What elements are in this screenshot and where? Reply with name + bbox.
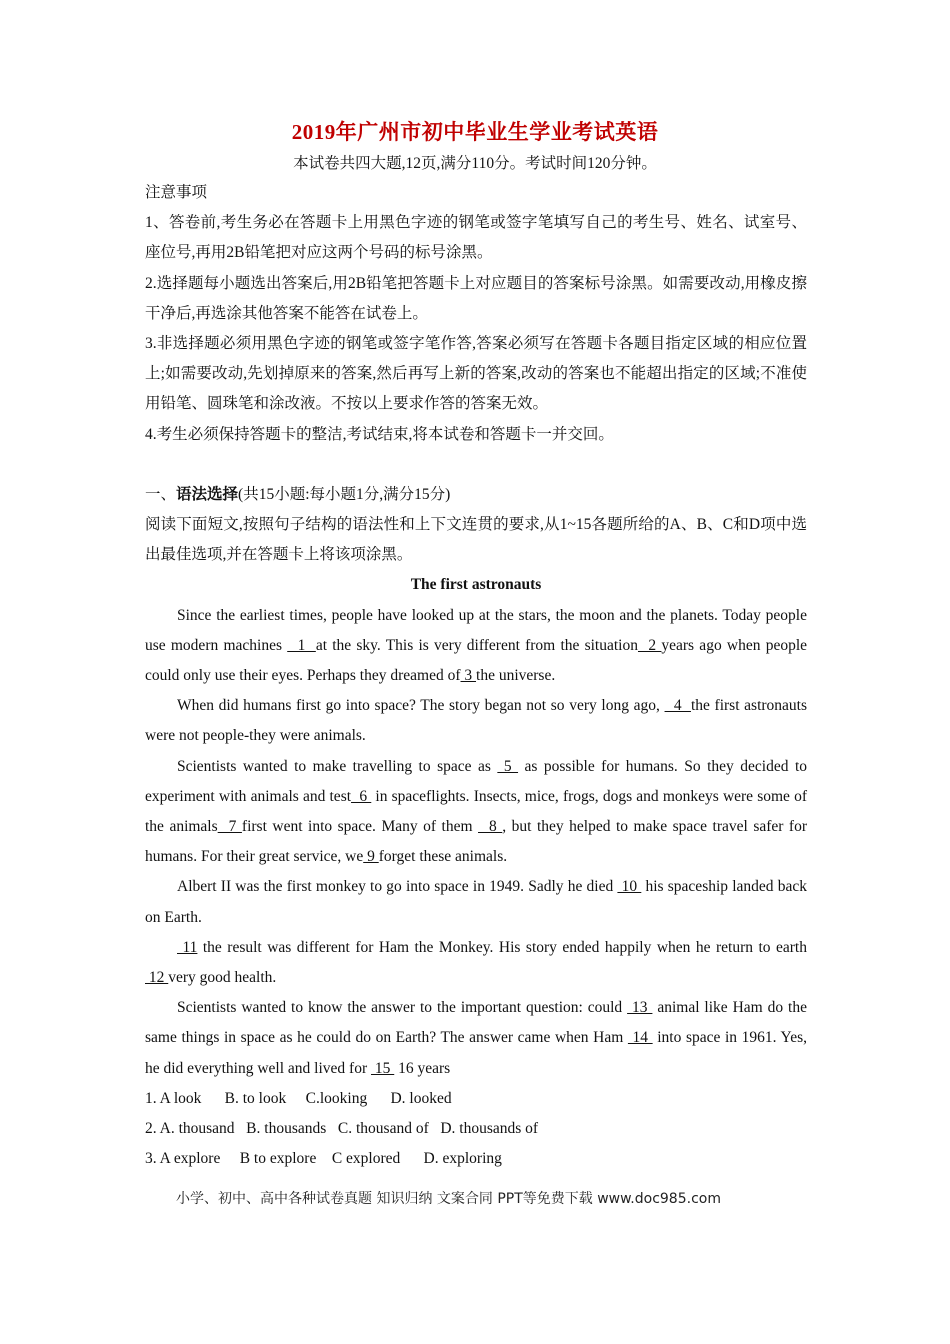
blank-15: 15 — [370, 1059, 395, 1077]
blank-10: 10 — [617, 878, 642, 896]
blank-8: 8 — [478, 818, 503, 836]
question-options-2: 2. A. thousand B. thousands C. thousand of D. thousands of — [145, 1120, 539, 1138]
passage-paragraph-5: 11 the result was different for Ham the Monkey. His story ended happily when he return to earth 12 very good health. — [145, 938, 807, 987]
blank-3: 3 — [460, 667, 477, 685]
blank-14: 14 — [627, 1029, 653, 1047]
notice-item-1: 1、答卷前,考生务必在答题卡上用黑色字迹的钢笔或签字笔填写自己的考生号、姓名、试室号、座位号,再用2B铅笔把对应这两个号码的标号涂黑。 — [145, 214, 807, 262]
blank-1: 1 — [287, 636, 316, 654]
page-footer: 小学、初中、高中各种试卷真题 知识归纳 文案合同 PPT等免费下载 www.doc985.com — [176, 1191, 721, 1207]
section-heading-label: 语法选择 — [176, 485, 239, 503]
passage-paragraph-4: Albert II was the first monkey to go into space in 1949. Sadly he died 10 his spaceship landed back on Earth. — [145, 878, 807, 926]
blank-11: 11 — [177, 938, 198, 956]
question-options-3: 3. A explore B to explore C explored D. exploring — [145, 1150, 502, 1168]
page-title: 2019年广州市初中毕业生学业考试英语 — [291, 120, 659, 144]
passage-title: The first astronauts — [410, 576, 542, 594]
notice-item-2: 2.选择题每小题选出答案后,用2B铅笔把答题卡上对应题目的答案标号涂黑。如需要改动,用橡皮擦干净后,再选涂其他答案不能答在试卷上。 — [145, 274, 807, 322]
section-heading: 一、语法选择(共15小题:每小题1分,满分15分) — [145, 485, 451, 503]
exam-body — [145, 178, 807, 1175]
section-instruction: 阅读下面短文,按照句子结构的语法性和上下文连贯的要求,从1~15各题所给的A、B、C和D项中选出最佳选项,并在答题卡上将该项涂黑。 — [145, 516, 807, 564]
blank-12: 12 — [145, 969, 169, 987]
blank-2: 2 — [637, 636, 662, 654]
section-heading-note: (共15小题:每小题1分,满分15分) — [238, 485, 451, 503]
notice-heading: 注意事项 — [145, 184, 208, 201]
passage-paragraph-2: When did humans first go into space? The story began not so very long ago, 4 the first astronauts were not people-they were animals. — [145, 697, 808, 745]
blank-4: 4 — [664, 697, 691, 715]
blank-6: 6 — [351, 787, 372, 805]
exam-subtitle: 本试卷共四大题,12页,满分110分。考试时间120分钟。 — [293, 155, 657, 172]
passage-paragraph-1: Since the earliest times, people have looked up at the stars, the moon and the planets. Today people use modern machines 1 at the sky. This is very different from the situation 2 years ago when people could only use their eyes. Perhaps they dreamed of 3 the universe. — [145, 606, 808, 685]
notice-item-4: 4.考生必须保持答题卡的整洁,考试结束,将本试卷和答题卡一并交回。 — [145, 425, 614, 443]
notice-item-3: 3.非选择题必须用黑色字迹的钢笔或签字笔作答,答案必须写在答题卡各题目指定区域的相应位置上;如需要改动,先划掉原来的答案,然后再写上新的答案,改动的答案也不能超出指定的区域;不准使用铅笔、圆珠笔和涂改液。不按以上要求作答的答案无效。 — [145, 335, 807, 413]
passage-paragraph-3: Scientists wanted to make travelling to space as 5 as possible for humans. So they decided to experiment with animals and test 6 in spaceflights. Insects, mice, frogs, dogs and monkeys were some of the animals 7 first went into space. Many of them 8 , but they helped to make space travel safer for humans. For their great service, we 9 forget these animals. — [145, 757, 808, 866]
blank-9: 9 — [363, 848, 379, 866]
blank-13: 13 — [627, 999, 653, 1017]
blank-7: 7 — [217, 818, 242, 836]
passage-paragraph-6: Scientists wanted to know the answer to the important question: could 13 animal like Ham do the same things in space as he could do on Earth? The answer came when Ham 14 into space in 1961. Yes, he did everything well and lived for 15 16 years — [145, 999, 807, 1077]
blank-5: 5 — [497, 757, 519, 775]
question-options-1: 1. A look B. to look C.looking D. looked — [145, 1089, 452, 1107]
spacer — [145, 450, 807, 480]
